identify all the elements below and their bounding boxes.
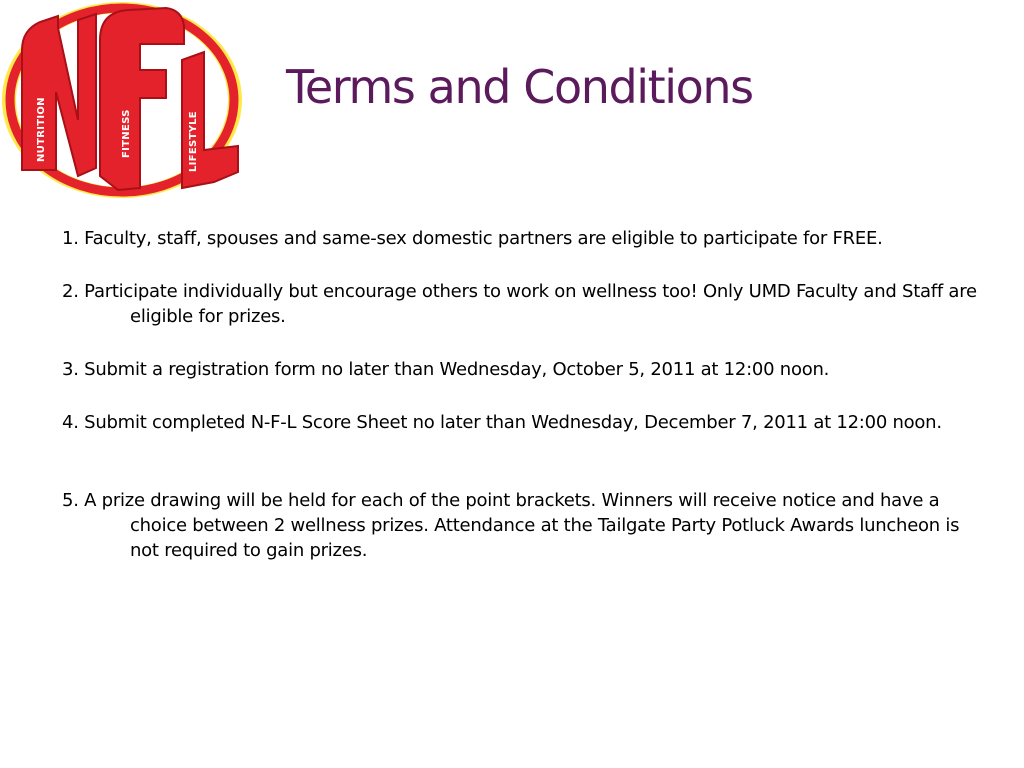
term-item-2: 2. Participate individually but encourage others to work on wellness too! Only UMD Faculty and Staff are eligible for prizes.: [62, 281, 977, 327]
term-item-4: 4. Submit completed N-F-L Score Sheet no later than Wednesday, December 7, 2011 at 12:00 noon.: [62, 412, 942, 433]
term-item-3: 3. Submit a registration form no later than Wednesday, October 5, 2011 at 12:00 noon.: [62, 359, 830, 380]
term-item-1: 1. Faculty, staff, spouses and same-sex domestic partners are eligible to participate for FREE.: [62, 228, 883, 249]
page-title: Terms and Conditions: [286, 60, 753, 114]
terms-list: [62, 226, 982, 591]
logo-word-fitness: FITNESS: [121, 109, 132, 158]
nfl-logo: [0, 0, 248, 204]
logo-word-lifestyle: LIFESTYLE: [188, 111, 199, 172]
term-item-5: 5. A prize drawing will be held for each of the point brackets. Winners will receive notice and have a choice between 2 wellness prizes. Attendance at the Tailgate Party Potluck Awards luncheon is not required to gain prizes.: [62, 490, 960, 561]
logo-word-nutrition: NUTRITION: [36, 97, 47, 162]
